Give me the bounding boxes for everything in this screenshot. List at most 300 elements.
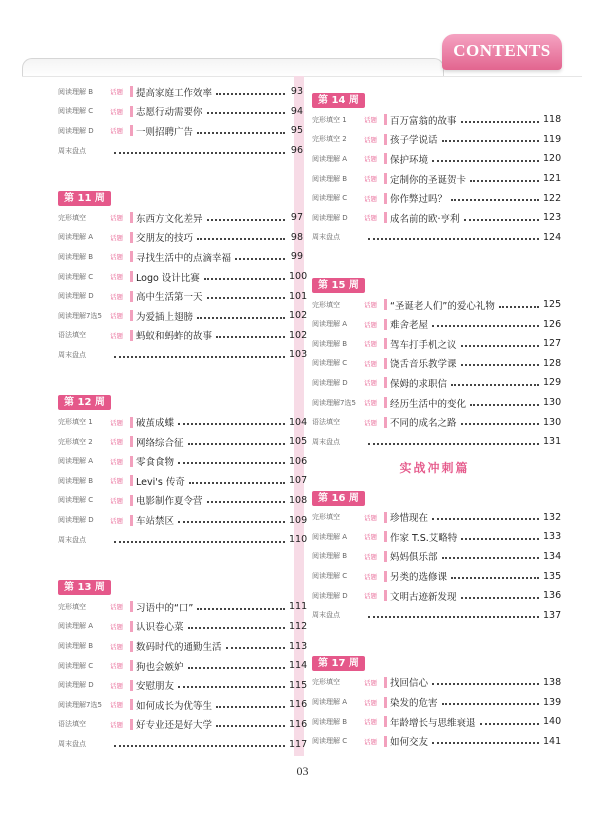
leader-dots — [451, 577, 539, 579]
entry-title: 作家 T.S.艾略特 — [390, 532, 458, 544]
week-header — [312, 82, 557, 110]
section-label: 阅读理解 D — [58, 292, 94, 301]
toc-entry[interactable] — [58, 228, 303, 248]
topic-tag: 话题 — [110, 127, 123, 136]
toc-entry[interactable] — [58, 617, 308, 637]
page-ref: 128 — [543, 357, 562, 369]
section-label: 阅读理解7选5 — [58, 700, 102, 709]
toc-column-right — [312, 82, 562, 751]
toc-entry[interactable] — [58, 121, 303, 141]
topic-tag: 话题 — [364, 572, 377, 581]
page-ref: 107 — [289, 475, 308, 487]
topic-tag: 话题 — [110, 516, 123, 525]
page-ref: 93 — [290, 86, 303, 98]
topic-tag: 话题 — [110, 701, 123, 710]
toc-entry[interactable] — [58, 491, 308, 511]
topic-tag: 话题 — [364, 379, 377, 388]
toc-entry[interactable] — [58, 636, 308, 656]
separator-bar — [130, 212, 133, 223]
section-label: 周末盘点 — [58, 350, 86, 359]
leader-dots — [451, 384, 539, 386]
page-ref: 103 — [289, 349, 308, 361]
toc-entry[interactable] — [58, 102, 303, 122]
entry-title: 百万富翁的故事 — [390, 115, 457, 127]
entry-title: 定制你的圣诞贺卡 — [390, 174, 467, 186]
leader-dots — [461, 364, 539, 366]
week-header — [312, 645, 557, 673]
week-badge: 第 15 周 — [312, 278, 365, 293]
toc-entry[interactable] — [58, 675, 308, 695]
page-ref: 139 — [543, 696, 562, 708]
toc-entry[interactable] — [58, 452, 308, 472]
spacer — [58, 160, 303, 180]
separator-bar — [384, 193, 387, 204]
toc-summary-row[interactable] — [58, 345, 308, 365]
section-label: 阅读理解 C — [58, 661, 94, 670]
separator-bar — [384, 134, 387, 145]
toc-entry[interactable] — [58, 715, 308, 735]
entry-title: 电影制作夏令营 — [136, 496, 203, 508]
separator-bar — [384, 417, 387, 428]
toc-entry[interactable] — [312, 566, 562, 586]
page-ref: 132 — [543, 511, 562, 523]
leader-dots — [432, 518, 539, 520]
toc-entry[interactable] — [312, 188, 562, 208]
topic-tag: 话题 — [364, 340, 377, 349]
page-ref: 116 — [289, 718, 308, 730]
leader-dots — [216, 706, 285, 708]
section-label: 阅读理解 C — [58, 272, 94, 281]
leader-dots — [114, 745, 285, 747]
entry-title: 经历生活中的变化 — [390, 398, 467, 410]
section-label: 语法填空 — [58, 720, 86, 729]
entry-title: 你作弊过吗？ — [390, 194, 448, 206]
entry-title: 找回信心 — [390, 678, 429, 690]
page-ref: 137 — [543, 609, 562, 621]
section-label: 阅读理解 D — [58, 516, 94, 525]
entry-title: 狗也会嫉妒 — [136, 661, 184, 673]
entry-title: 孩子学说话 — [390, 135, 438, 147]
topic-tag: 话题 — [364, 718, 377, 727]
separator-bar — [130, 456, 133, 467]
section-label: 阅读理解 D — [312, 378, 348, 387]
page-ref: 127 — [543, 338, 562, 350]
section-label: 阅读理解 A — [312, 320, 348, 329]
toc-summary-row[interactable] — [312, 605, 562, 625]
toc-entry[interactable] — [58, 412, 308, 432]
leader-dots — [461, 538, 539, 540]
section-label: 阅读理解 B — [58, 476, 94, 485]
section-label: 完形填空 — [312, 300, 340, 309]
leader-dots — [178, 521, 285, 523]
section-label: 完形填空 — [312, 678, 340, 687]
toc-entry[interactable] — [58, 306, 308, 326]
toc-summary-row[interactable] — [312, 228, 562, 248]
toc-summary-row[interactable] — [58, 141, 303, 161]
entry-title: 成名前的欧·亨利 — [390, 213, 460, 225]
section-label: 完形填空 1 — [58, 418, 93, 427]
toc-entry[interactable] — [58, 82, 303, 102]
section-label: 阅读理解 B — [58, 252, 94, 261]
leader-dots — [432, 160, 539, 162]
leader-dots — [216, 336, 285, 338]
entry-title: 车站禁区 — [136, 516, 175, 528]
leader-dots — [216, 725, 285, 727]
topic-tag: 话题 — [364, 359, 377, 368]
entry-title: 安慰朋友 — [136, 681, 175, 693]
toc-entry[interactable] — [58, 286, 308, 306]
section-label: 周末盘点 — [58, 740, 86, 749]
separator-bar — [384, 697, 387, 708]
week-badge: 第 17 周 — [312, 656, 365, 671]
page-ref: 138 — [543, 676, 562, 688]
toc-entry[interactable] — [58, 597, 308, 617]
leader-dots — [461, 423, 539, 425]
page-ref: 114 — [289, 660, 308, 672]
page-ref: 106 — [289, 455, 308, 467]
entry-title: 零食食物 — [136, 457, 175, 469]
section-label: 阅读理解 B — [58, 87, 94, 96]
toc-entry[interactable] — [312, 527, 562, 547]
page-ref: 100 — [289, 271, 308, 283]
separator-bar — [384, 736, 387, 747]
toc-entry[interactable] — [312, 547, 562, 567]
separator-bar — [384, 319, 387, 330]
section-label: 完形填空 2 — [58, 437, 93, 446]
section-label: 语法填空 — [312, 418, 340, 427]
page-ref: 122 — [543, 192, 562, 204]
topic-tag: 话题 — [364, 320, 377, 329]
section-label: 阅读理解 B — [58, 642, 94, 651]
entry-title: 东西方文化差异 — [136, 213, 203, 225]
leader-dots — [461, 121, 539, 123]
section-label: 阅读理解 B — [312, 339, 348, 348]
leader-dots — [178, 462, 285, 464]
entry-title: 难舍老屋 — [390, 320, 429, 332]
toc-entry[interactable] — [312, 295, 562, 315]
toc-entry[interactable] — [312, 130, 562, 150]
topic-tag: 话题 — [364, 678, 377, 687]
header-tab-bar — [22, 58, 444, 77]
section-label: 阅读理解 D — [58, 126, 94, 135]
separator-bar — [130, 601, 133, 612]
toc-entry[interactable] — [312, 334, 562, 354]
page-ref: 99 — [290, 251, 303, 263]
page-ref: 118 — [543, 114, 562, 126]
topic-tag: 话题 — [364, 418, 377, 427]
leader-dots — [480, 723, 539, 725]
section-label: 完形填空 — [58, 602, 86, 611]
separator-bar — [130, 310, 133, 321]
leader-dots — [197, 317, 285, 319]
section-label: 阅读理解 A — [312, 532, 348, 541]
page-ref: 123 — [543, 212, 562, 224]
entry-title: 不同的成名之路 — [390, 418, 457, 430]
section-label: 阅读理解 C — [312, 737, 348, 746]
leader-dots — [226, 647, 285, 649]
week-header — [312, 267, 557, 295]
topic-tag: 话题 — [364, 737, 377, 746]
page-ref: 140 — [543, 716, 562, 728]
toc-entry[interactable] — [58, 326, 308, 346]
toc-entry[interactable] — [58, 471, 308, 491]
leader-dots — [432, 325, 539, 327]
separator-bar — [130, 621, 133, 632]
toc-entry[interactable] — [312, 586, 562, 606]
topic-tag: 话题 — [110, 214, 123, 223]
leader-dots — [470, 180, 539, 182]
entry-title: 驾车打手机之议 — [390, 339, 457, 351]
leader-dots — [464, 219, 539, 221]
section-label: 完形填空 2 — [312, 135, 347, 144]
leader-dots — [368, 238, 539, 240]
page-ref: 126 — [543, 318, 562, 330]
separator-bar — [384, 677, 387, 688]
section-label: 阅读理解 C — [58, 496, 94, 505]
leader-dots — [499, 306, 539, 308]
week-badge: 第 16 周 — [312, 491, 365, 506]
section-label: 阅读理解 B — [312, 717, 348, 726]
toc-entry[interactable] — [312, 673, 562, 693]
entry-title: 如何成长为优等生 — [136, 700, 213, 712]
separator-bar — [130, 271, 133, 282]
section-label: 阅读理解 A — [312, 154, 348, 163]
toc-entry[interactable] — [58, 267, 308, 287]
section-label: 阅读理解 D — [58, 681, 94, 690]
entry-title: Levi's 传奇 — [136, 476, 185, 488]
spacer — [312, 247, 557, 267]
topic-tag: 话题 — [110, 662, 123, 671]
leader-dots — [461, 345, 539, 347]
toc-entry[interactable] — [312, 354, 562, 374]
entry-title: 妈妈俱乐部 — [390, 552, 438, 564]
entry-title: 网络综合征 — [136, 437, 184, 449]
week-header — [58, 180, 303, 208]
separator-bar — [130, 251, 133, 262]
separator-bar — [130, 330, 133, 341]
entry-title: 习语中的“口” — [136, 602, 194, 614]
section-label: 阅读理解 D — [312, 591, 348, 600]
leader-dots — [461, 597, 539, 599]
page-ref: 129 — [543, 377, 562, 389]
toc-entry[interactable] — [58, 208, 303, 228]
section-label: 阅读理解 C — [312, 359, 348, 368]
separator-bar — [384, 212, 387, 223]
section-label: 周末盘点 — [312, 233, 340, 242]
leader-dots — [216, 93, 285, 95]
toc-column-left — [58, 82, 308, 754]
toc-entry[interactable] — [58, 247, 303, 267]
leader-dots — [432, 683, 539, 685]
page-ref: 113 — [289, 640, 308, 652]
toc-entry[interactable] — [312, 314, 562, 334]
separator-bar — [384, 299, 387, 310]
leader-dots — [189, 482, 285, 484]
leader-dots — [442, 557, 539, 559]
leader-dots — [470, 404, 539, 406]
week-header — [312, 480, 557, 508]
topic-tag: 话题 — [110, 233, 123, 242]
toc-entry[interactable] — [312, 110, 562, 130]
week-header — [58, 569, 303, 597]
separator-bar — [130, 475, 133, 486]
toc-summary-row[interactable] — [58, 530, 308, 550]
entry-title: 为爱插上翅膀 — [136, 311, 194, 323]
week-header — [58, 384, 303, 412]
page-ref: 102 — [289, 329, 308, 341]
page-ref: 94 — [290, 105, 303, 117]
section-label: 阅读理解7选5 — [58, 311, 102, 320]
section-label: 完形填空 1 — [312, 115, 347, 124]
entry-title: 寻找生活中的点滴幸福 — [136, 252, 232, 264]
topic-tag: 话题 — [110, 292, 123, 301]
separator-bar — [384, 114, 387, 125]
entry-title: 认识卷心菜 — [136, 622, 184, 634]
toc-entry[interactable] — [312, 169, 562, 189]
page-ref: 116 — [289, 699, 308, 711]
entry-title: 珍惜现在 — [390, 513, 429, 525]
topic-tag: 话题 — [364, 592, 377, 601]
topic-tag: 话题 — [110, 720, 123, 729]
page-ref: 110 — [289, 534, 308, 546]
topic-tag: 话题 — [364, 135, 377, 144]
entry-title: 饶舌音乐教学课 — [390, 359, 457, 371]
separator-bar — [384, 551, 387, 562]
spacer — [58, 365, 303, 385]
section-label: 阅读理解 A — [58, 233, 94, 242]
separator-bar — [130, 719, 133, 730]
toc-entry[interactable] — [312, 412, 562, 432]
entry-title: 另类的选修课 — [390, 572, 448, 584]
section-label: 阅读理解 D — [312, 213, 348, 222]
toc-summary-row[interactable] — [58, 734, 308, 754]
topic-tag: 话题 — [364, 399, 377, 408]
page-ref: 141 — [543, 735, 562, 747]
leader-dots — [188, 627, 285, 629]
page-ref: 109 — [289, 514, 308, 526]
leader-dots — [442, 140, 539, 142]
section-label: 语法填空 — [58, 331, 86, 340]
week-badge: 第 12 周 — [58, 395, 111, 410]
toc-entry[interactable] — [312, 208, 562, 228]
entry-title: 数码时代的通勤生活 — [136, 642, 222, 654]
leader-dots — [188, 667, 285, 669]
page-ref: 102 — [289, 310, 308, 322]
entry-title: “圣诞老人们”的爱心礼物 — [390, 300, 495, 312]
toc-entry[interactable] — [312, 149, 562, 169]
page-ref: 108 — [289, 494, 308, 506]
spacer — [312, 625, 557, 645]
toc-entry[interactable] — [58, 432, 308, 452]
separator-bar — [130, 660, 133, 671]
topic-tag: 话题 — [364, 175, 377, 184]
leader-dots — [178, 423, 285, 425]
page-ref: 131 — [543, 436, 562, 448]
part-heading: 实战冲刺篇 — [399, 460, 470, 475]
entry-title: 交朋友的技巧 — [136, 233, 194, 245]
entry-title: 保姆的求职信 — [390, 378, 448, 390]
separator-bar — [384, 153, 387, 164]
page-ref: 121 — [543, 173, 562, 185]
toc-entry[interactable] — [58, 510, 308, 530]
section-label: 阅读理解 B — [312, 552, 348, 561]
topic-tag: 话题 — [110, 418, 123, 427]
topic-tag: 话题 — [110, 273, 123, 282]
separator-bar — [130, 495, 133, 506]
toc-entry[interactable] — [312, 393, 562, 413]
leader-dots — [442, 703, 539, 705]
separator-bar — [130, 232, 133, 243]
leader-dots — [207, 112, 285, 114]
contents-label: CONTENTS — [442, 34, 562, 70]
page-ref: 105 — [289, 436, 308, 448]
section-label: 阅读理解7选5 — [312, 398, 356, 407]
topic-tag: 话题 — [110, 312, 123, 321]
topic-tag: 话题 — [364, 214, 377, 223]
page-ref: 97 — [290, 212, 303, 224]
leader-dots — [197, 238, 285, 240]
leader-dots — [368, 443, 539, 445]
page-ref: 101 — [289, 290, 308, 302]
separator-bar — [130, 125, 133, 136]
toc-entry[interactable] — [312, 712, 562, 732]
separator-bar — [130, 86, 133, 97]
page-ref: 104 — [289, 416, 308, 428]
topic-tag: 话题 — [110, 622, 123, 631]
section-label: 周末盘点 — [312, 611, 340, 620]
page-ref: 96 — [290, 145, 303, 157]
topic-tag: 话题 — [364, 533, 377, 542]
section-label: 阅读理解 A — [58, 457, 94, 466]
topic-tag: 话题 — [110, 681, 123, 690]
separator-bar — [384, 590, 387, 601]
page-ref: 115 — [289, 679, 308, 691]
separator-bar — [130, 291, 133, 302]
toc-entry[interactable] — [312, 692, 562, 712]
page-number: 03 — [296, 764, 309, 778]
separator-bar — [130, 106, 133, 117]
separator-bar — [384, 338, 387, 349]
toc-entry[interactable] — [312, 508, 562, 528]
toc-entry[interactable] — [58, 695, 308, 715]
topic-tag: 话题 — [110, 88, 123, 97]
separator-bar — [130, 436, 133, 447]
topic-tag: 话题 — [364, 155, 377, 164]
section-label: 阅读理解 C — [312, 194, 348, 203]
topic-tag: 话题 — [364, 301, 377, 310]
entry-title: 一则招聘广告 — [136, 126, 194, 138]
topic-tag: 话题 — [110, 603, 123, 612]
section-label: 完形填空 — [312, 513, 340, 522]
separator-bar — [384, 358, 387, 369]
toc-entry[interactable] — [312, 373, 562, 393]
leader-dots — [197, 132, 285, 134]
page-ref: 136 — [543, 590, 562, 602]
topic-tag: 话题 — [364, 513, 377, 522]
toc-entry[interactable] — [58, 656, 308, 676]
separator-bar — [384, 716, 387, 727]
separator-bar — [384, 397, 387, 408]
topic-tag: 话题 — [110, 457, 123, 466]
topic-tag: 话题 — [110, 253, 123, 262]
topic-tag: 话题 — [364, 194, 377, 203]
entry-title: 志愿行动需要你 — [136, 107, 203, 119]
leader-dots — [178, 686, 285, 688]
page-ref: 135 — [543, 570, 562, 582]
toc-entry[interactable] — [312, 731, 562, 751]
toc-summary-row[interactable] — [312, 432, 562, 452]
separator-bar — [384, 531, 387, 542]
